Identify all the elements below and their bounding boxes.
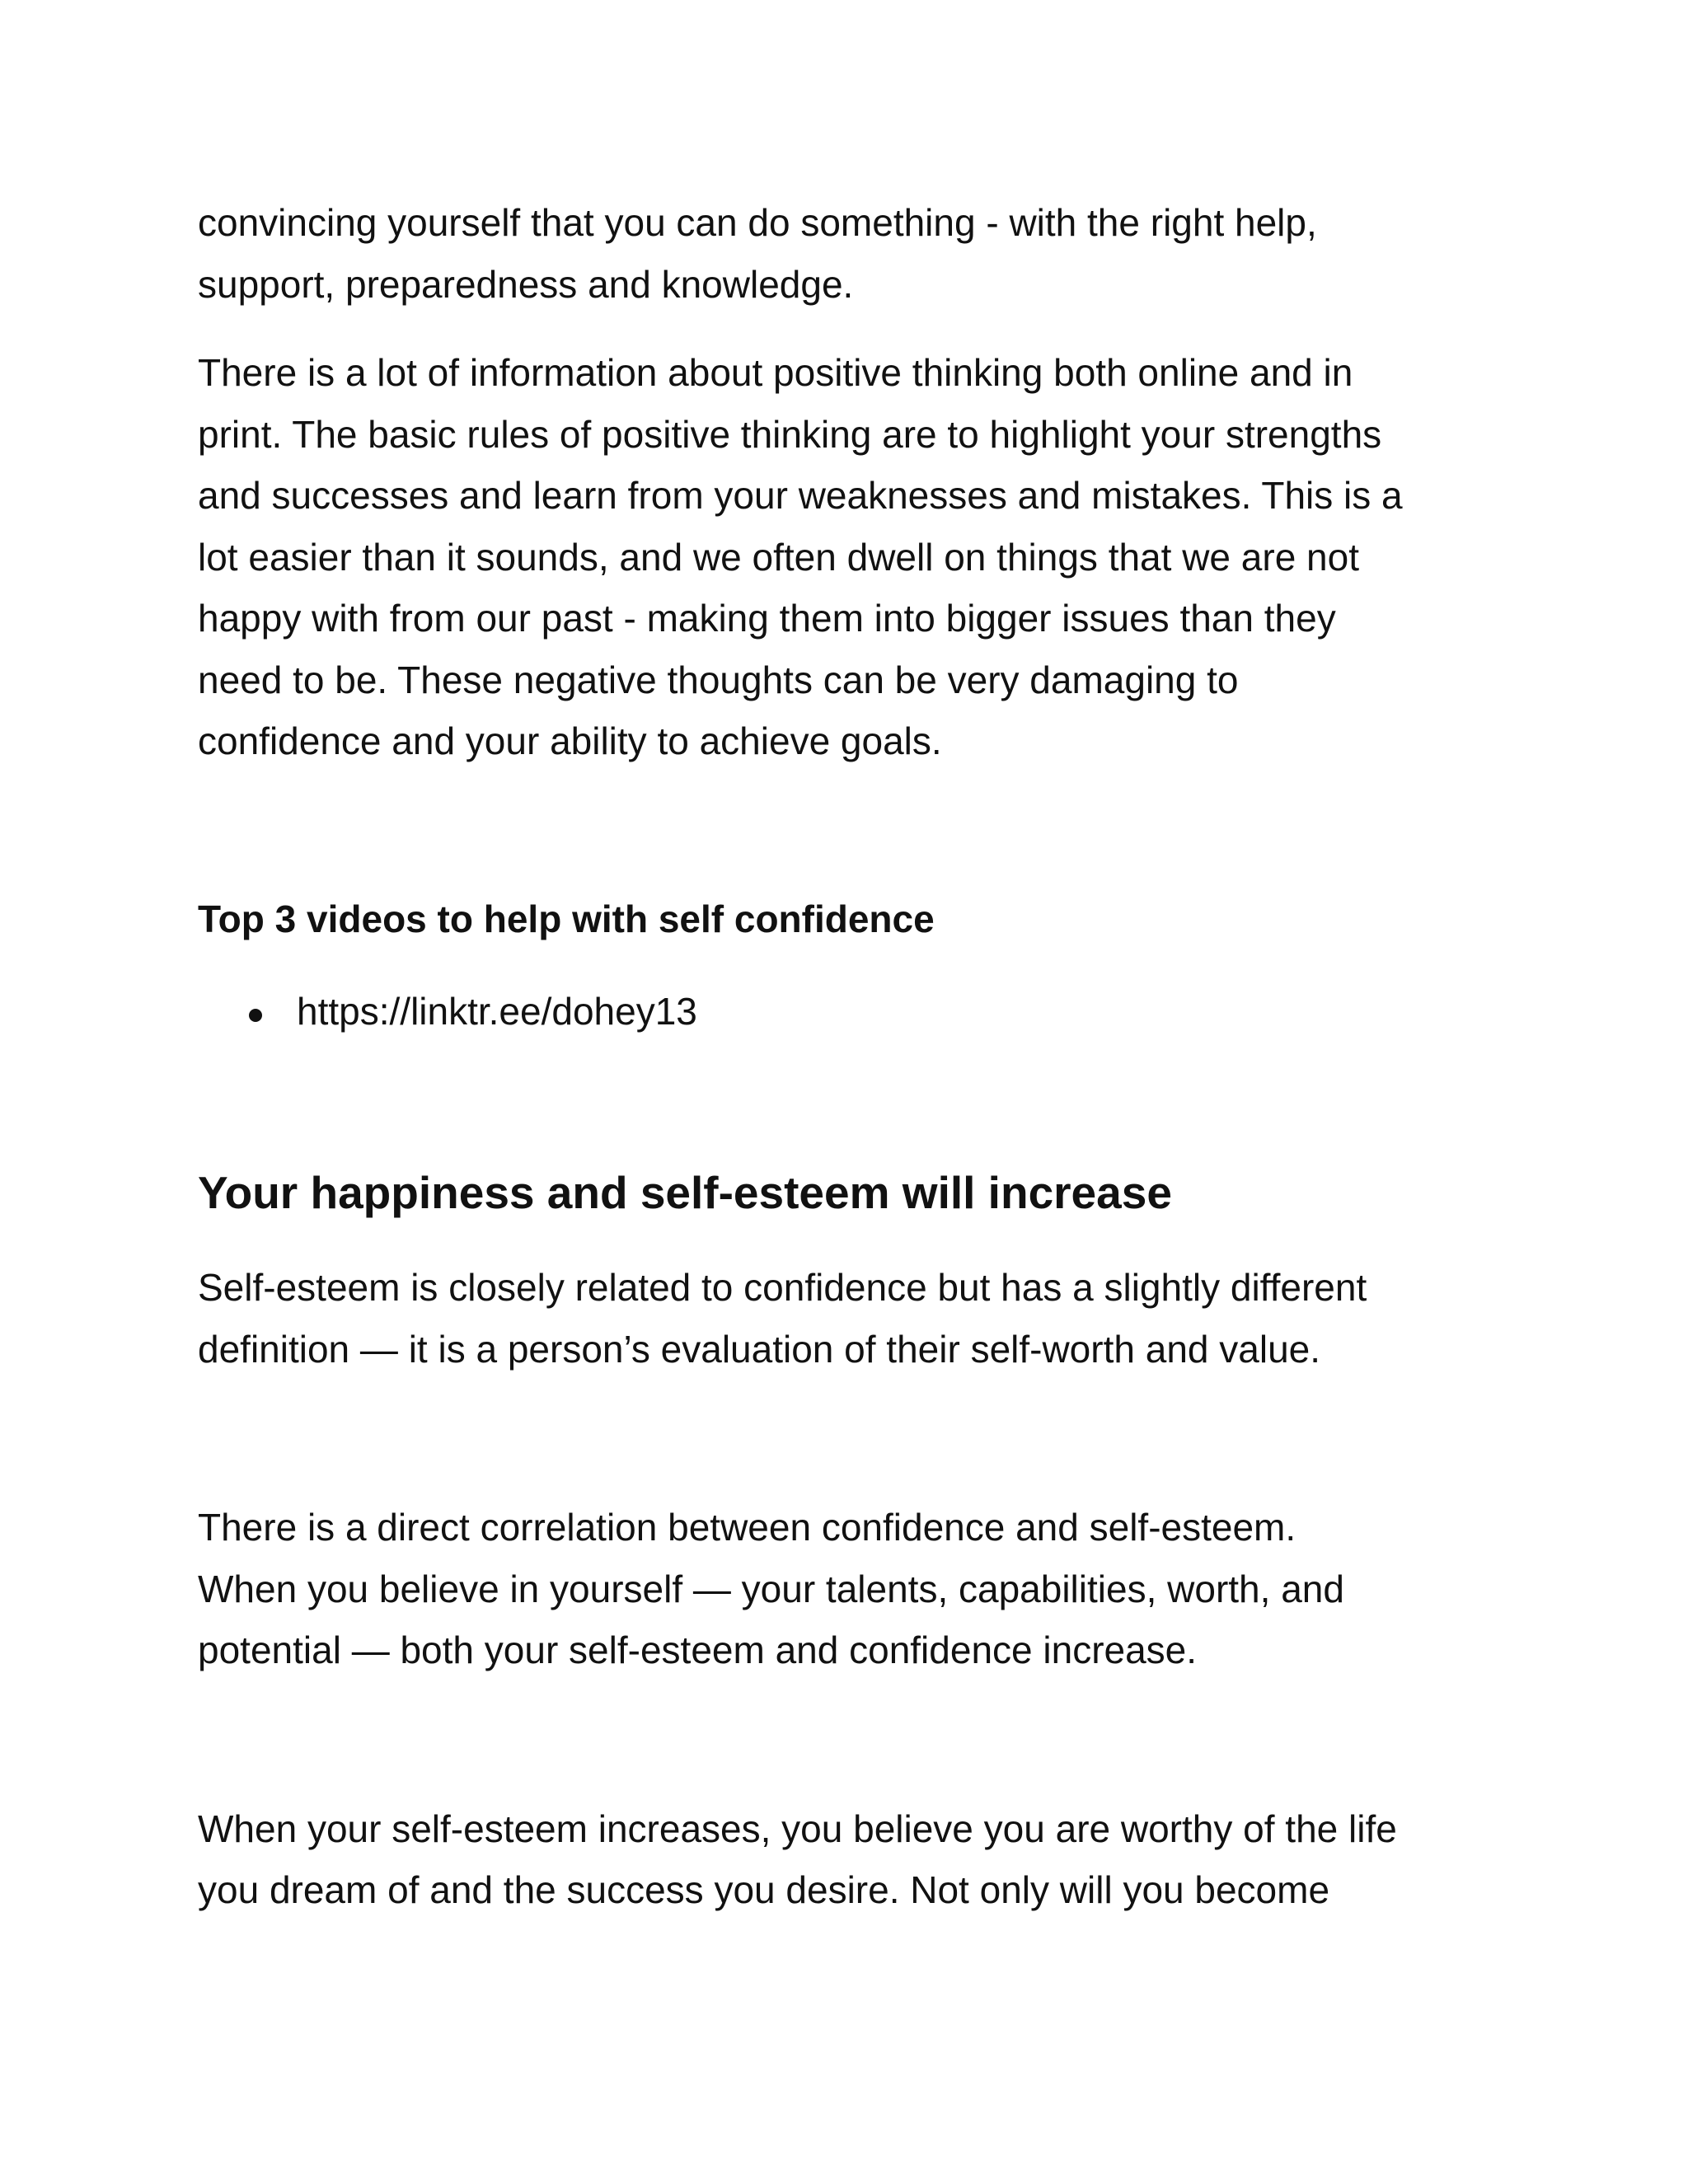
bullet-icon <box>249 1009 262 1022</box>
paragraph-line: you dream of and the success you desire. Not only will you become <box>198 1868 1330 1911</box>
paragraph-line: When your self-esteem increases, you believe you are worthy of the life <box>198 1807 1397 1850</box>
paragraph-line: definition — it is a person’s evaluation of their self-worth and value. <box>198 1328 1321 1371</box>
paragraph-line: support, preparedness and knowledge. <box>198 263 854 306</box>
paragraph-line: lot easier than it sounds, and we often dwell on things that we are not <box>198 536 1359 579</box>
paragraph-line: Self-esteem is closely related to confidence but has a slightly different <box>198 1266 1367 1309</box>
paragraph-line: potential — both your self-esteem and confidence increase. <box>198 1629 1198 1671</box>
paragraph-line: There is a direct correlation between confidence and self-esteem. <box>198 1506 1296 1549</box>
paragraph-line: print. The basic rules of positive thinking are to highlight your strengths <box>198 413 1382 456</box>
paragraph-line: and successes and learn from your weaknesses and mistakes. This is a <box>198 474 1403 517</box>
paragraph-line: happy with from our past - making them into bigger issues than they <box>198 597 1336 640</box>
paragraph-line: convincing yourself that you can do something - with the right help, <box>198 201 1317 244</box>
paragraph-line: need to be. These negative thoughts can be very damaging to <box>198 658 1239 701</box>
section-subheading: Top 3 videos to help with self confidence <box>198 898 935 940</box>
paragraph-line: There is a lot of information about positive thinking both online and in <box>198 351 1353 394</box>
paragraph-line: When you believe in yourself — your talents, capabilities, worth, and <box>198 1568 1344 1610</box>
video-link[interactable]: https://linktr.ee/dohey13 <box>297 990 697 1033</box>
paragraph-line: confidence and your ability to achieve goals. <box>198 719 942 762</box>
section-heading: Your happiness and self-esteem will increase <box>198 1167 1172 1218</box>
